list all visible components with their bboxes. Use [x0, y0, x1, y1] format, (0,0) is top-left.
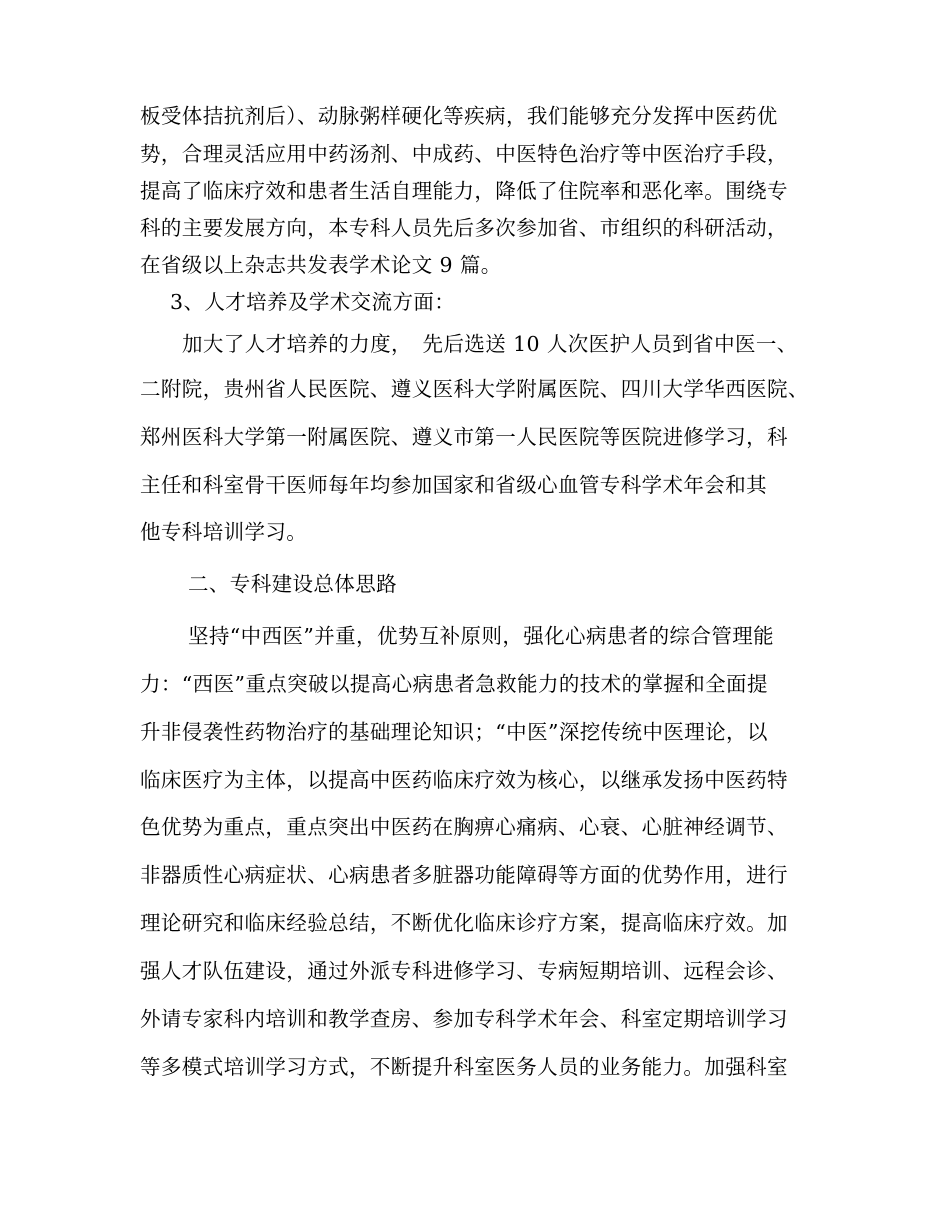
body-text-line: 力：“西医”重点突破以提高心病患者急救能力的技术的掌握和全面提	[140, 672, 768, 696]
body-text-line: 板受体拮抗剂后）、动脉粥样硬化等疾病，我们能够充分发挥中医药优	[140, 104, 778, 128]
body-text-line: 加大了人才培养的力度， 先后选送 10 人次医护人员到省中医一、	[182, 332, 798, 356]
body-text-line: 在省级以上杂志共发表学术论文 9 篇。	[140, 253, 502, 277]
body-text-line: 非器质性心病症状、心病患者多脏器功能障碍等方面的优势作用，进行	[140, 863, 788, 887]
body-text-line: 郑州医科大学第一附属医院、遵义市第一人民医院等医院进修学习，科	[140, 425, 788, 449]
subheading-talent-training: 3、人才培养及学术交流方面：	[170, 290, 456, 314]
body-text-line: 他专科培训学习。	[140, 520, 308, 544]
body-text-line: 强人才队伍建设，通过外派专科进修学习、专病短期培训、远程会诊、	[140, 959, 788, 983]
body-text-line: 二附院，贵州省人民医院、遵义医科大学附属医院、四川大学华西医院、	[140, 377, 809, 401]
body-text-line: 色优势为重点，重点突出中医药在胸痹心痛病、心衰、心脏神经调节、	[140, 815, 788, 839]
body-text-line: 临床医疗为主体，以提高中医药临床疗效为核心，以继承发扬中医药特	[140, 768, 788, 792]
section-heading: 二、专科建设总体思路	[188, 572, 397, 596]
body-text-line: 科的主要发展方向，本专科人员先后多次参加省、市组织的科研活动，	[140, 216, 788, 240]
body-text-line: 外请专家科内培训和教学查房、参加专科学术年会、科室定期培训学习	[140, 1007, 788, 1031]
body-text-line: 等多模式培训学习方式，不断提升科室医务人员的业务能力。加强科室	[140, 1055, 788, 1079]
body-text-line: 主任和科室骨干医师每年均参加国家和省级心血管专科学术年会和其	[140, 473, 767, 497]
body-text-line: 提高了临床疗效和患者生活自理能力，降低了住院率和恶化率。围绕专	[140, 179, 788, 203]
body-text-line: 升非侵袭性药物治疗的基础理论知识；“中医”深挖传统中医理论，以	[140, 720, 768, 744]
body-text-line: 坚持“中西医”并重，优势互补原则，强化心病患者的综合管理能	[188, 624, 775, 648]
body-text-line: 势，合理灵活应用中药汤剂、中成药、中医特色治疗等中医治疗手段，	[140, 142, 788, 166]
body-text-line: 理论研究和临床经验总结，不断优化临床诊疗方案，提高临床疗效。加	[140, 911, 788, 935]
